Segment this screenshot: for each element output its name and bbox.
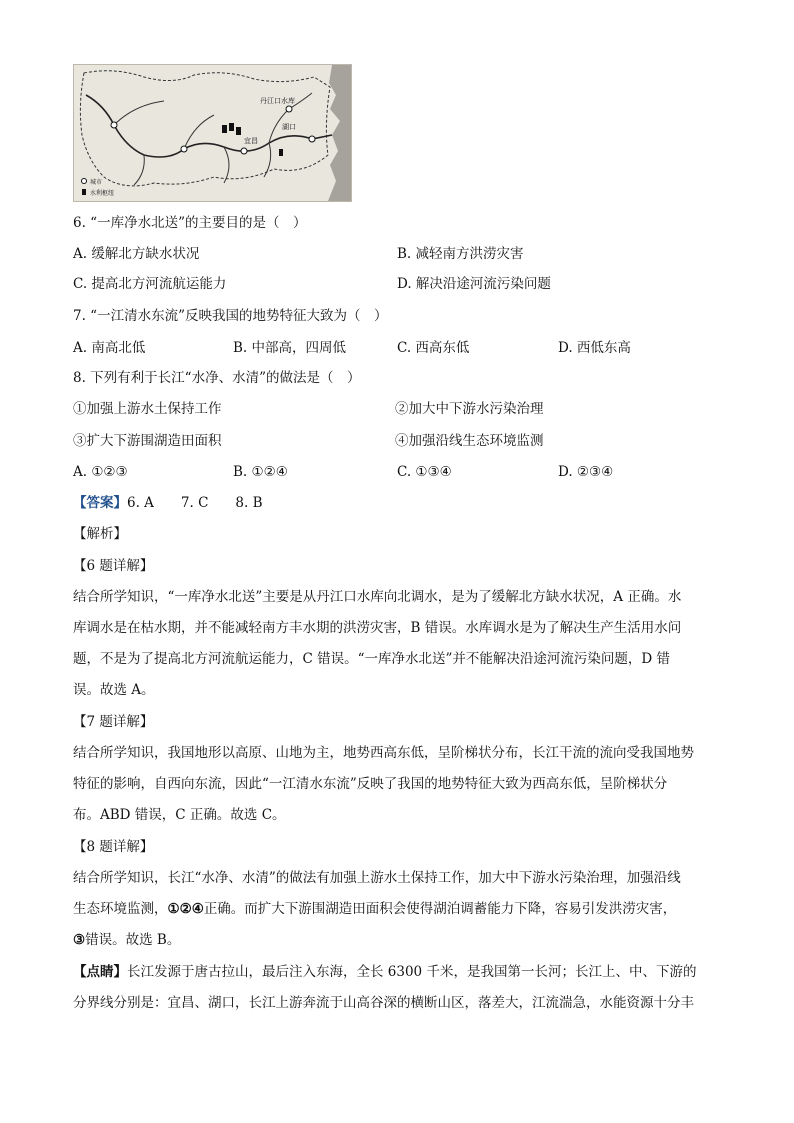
answer-line bbox=[73, 493, 263, 513]
q8-item-1: ①加强上游水土保持工作 bbox=[73, 401, 222, 417]
detail-6-line-2: 库调水是在枯水期，并不能减轻南方丰水期的洪涝灾害，B 错误。水库调水是为了解决生产生活用水问 bbox=[73, 620, 682, 636]
detail-8-tag: 【8 题详解】 bbox=[73, 839, 154, 855]
detail-6-line-4: 误。故选 A。 bbox=[73, 682, 155, 698]
q7-option-d: D. 西低东高 bbox=[558, 340, 631, 356]
q6-option-c: C. 提高北方河流航运能力 bbox=[73, 276, 227, 292]
q6-option-a: A. 缓解北方缺水状况 bbox=[73, 246, 200, 262]
q6-option-d: D. 解决沿途河流污染问题 bbox=[397, 276, 551, 292]
point-line-2: 分界线分别是：宜昌、湖口，长江上游奔流于山高谷深的横断山区，落差大，江流湍急，水能资源十分丰 bbox=[73, 995, 694, 1011]
detail-8-line-2-a: 生态环境监测， bbox=[73, 901, 168, 917]
detail-8-line-2-b: ①②④ bbox=[167, 901, 204, 917]
q8-item-3: ③扩大下游围湖造田面积 bbox=[73, 433, 222, 449]
detail-8-line-1: 结合所学知识，长江“水净、水清”的做法有加强上游水土保持工作，加大中下游水污染治理，加强沿线 bbox=[73, 870, 681, 886]
detail-8-line-3 bbox=[73, 930, 180, 950]
answer-text: 6. A 7. C 8. B bbox=[127, 495, 263, 511]
legend-dam-icon bbox=[82, 189, 86, 195]
detail-8-line-3-b: 错误。故选 B。 bbox=[85, 932, 181, 948]
detail-6-tag: 【6 题详解】 bbox=[73, 558, 154, 574]
point-line-1 bbox=[73, 962, 696, 982]
detail-6-line-3: 题，不是为了提高北方河流航运能力，C 错误。“一库净水北送”并不能解决沿途河流污染问题，D 错 bbox=[73, 651, 671, 667]
legend-dam-label: 水利枢纽 bbox=[90, 190, 115, 197]
q7-option-a: A. 南高北低 bbox=[73, 340, 146, 356]
detail-7-line-2: 特征的影响，自西向东流，因此“一江清水东流”反映了我国的地势特征大致为西高东低，呈阶梯状分 bbox=[73, 776, 668, 792]
label-yichang: 宜昌 bbox=[244, 137, 258, 145]
legend-city-icon bbox=[82, 179, 87, 184]
detail-8-line-3-a: ③ bbox=[73, 932, 86, 948]
point-text-1: 长江发源于唐古拉山，最后注入东海，全长 6300 千米，是我国第一长河；长江上、中、下游的 bbox=[127, 964, 697, 980]
legend-city-label: 城市 bbox=[90, 179, 103, 186]
detail-6-line-1: 结合所学知识，“一库净水北送”主要是从丹江口水库向北调水，是为了缓解北方缺水状况，A 正确。水 bbox=[73, 589, 682, 605]
detail-7-line-3: 布。ABD 错误，C 正确。故选 C。 bbox=[73, 807, 286, 823]
q8-option-c: C. ①③④ bbox=[397, 464, 452, 480]
q8-option-d: D. ②③④ bbox=[558, 464, 614, 480]
label-reservoir: 丹江口水库 bbox=[260, 97, 295, 105]
q6-option-b: B. 减轻南方洪涝灾害 bbox=[397, 246, 524, 262]
q8-item-4: ④加强沿线生态环境监测 bbox=[395, 433, 544, 449]
yangtze-map-figure bbox=[73, 64, 352, 202]
point-tag: 【点睛】 bbox=[73, 964, 127, 980]
answer-tag: 【答案】 bbox=[73, 495, 127, 511]
detail-8-line-2 bbox=[73, 899, 676, 919]
detail-7-tag: 【7 题详解】 bbox=[73, 714, 154, 730]
detail-8-line-2-c: 正确。而扩大下游围湖造田面积会使得湖泊调蓄能力下降，容易引发洪涝灾害， bbox=[203, 901, 677, 917]
analysis-tag: 【解析】 bbox=[73, 526, 127, 542]
q7-option-b: B. 中部高，四周低 bbox=[233, 340, 347, 356]
q8-option-b: B. ①②④ bbox=[233, 464, 288, 480]
label-hukou: 湖口 bbox=[282, 123, 296, 131]
detail-7-line-1: 结合所学知识，我国地形以高原、山地为主，地势西高东低，呈阶梯状分布，长江干流的流向受我国地势 bbox=[73, 745, 694, 761]
q7-stem: 7. “一江清水东流”反映我国的地势特征大致为（ ） bbox=[73, 308, 388, 324]
q8-stem: 8. 下列有利于长江“水净、水清”的做法是（ ） bbox=[73, 370, 361, 386]
q7-option-c: C. 西高东低 bbox=[397, 340, 470, 356]
map-drawing bbox=[74, 65, 351, 201]
q8-option-a: A. ①②③ bbox=[73, 464, 128, 480]
q6-stem: 6. “一库净水北送”的主要目的是（ ） bbox=[73, 215, 307, 231]
q8-item-2: ②加大中下游水污染治理 bbox=[395, 401, 544, 417]
